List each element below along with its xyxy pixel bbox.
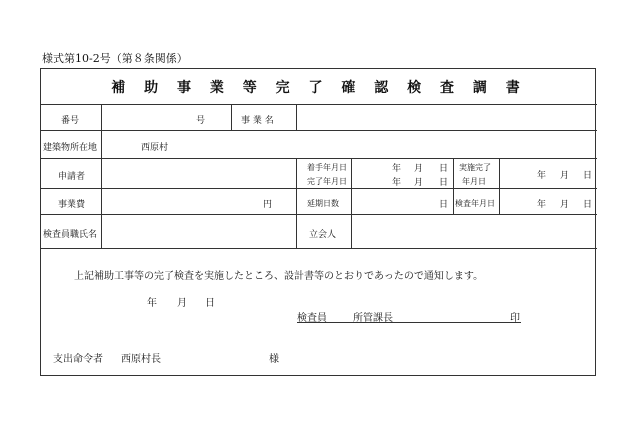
seal-mark: 印 [510, 313, 520, 324]
inspection-done-label-2: 年月日 [462, 177, 486, 186]
inspection-form [40, 68, 596, 376]
row-applicant [41, 159, 597, 189]
row-location [41, 131, 597, 159]
completion-month: 月 [414, 178, 424, 188]
completion-year: 年 [392, 178, 402, 188]
inspection-month: 月 [560, 200, 570, 210]
notice-date-year: 年 [147, 298, 157, 309]
applicant-field[interactable] [102, 160, 295, 186]
notice-date-month: 月 [177, 298, 187, 309]
honorific: 様 [269, 354, 279, 365]
location-label: 建築物所在地 [43, 143, 98, 153]
applicant-label: 申請者 [58, 172, 86, 182]
inspection-done-year: 年 [537, 171, 547, 181]
number-unit: 号 [196, 116, 206, 126]
start-date-label: 着手年月日 [307, 163, 347, 172]
extension-days-label: 延期日数 [307, 199, 339, 208]
inspection-done-label-1: 実施完了 [459, 163, 491, 172]
cost-unit: 円 [263, 200, 273, 210]
location-value[interactable]: 西原村 [141, 143, 169, 153]
witness-label: 立会人 [309, 230, 337, 240]
form-title: 補 助 事 業 等 完 了 確 認 検 査 調 書 [41, 69, 597, 105]
completion-day: 日 [439, 178, 449, 188]
inspection-date-label: 検査年月日 [455, 199, 495, 208]
witness-field[interactable] [352, 216, 592, 246]
number-field[interactable] [102, 106, 230, 128]
inspector-name-label: 検査員職氏名 [43, 230, 98, 240]
payer-label: 支出命令者 [53, 354, 103, 365]
row-number [41, 105, 597, 131]
inspector-label: 検査員 [297, 313, 327, 324]
row-cost [41, 189, 597, 215]
notice-text: 上記補助工事等の完了検査を実施したところ、設計書等のとおりであったので通知します。 [74, 271, 484, 282]
form-label: 様式第10-2号（第８条関係） [42, 52, 188, 65]
project-name-field[interactable] [297, 106, 592, 128]
number-label: 番号 [61, 116, 80, 126]
inspection-day: 日 [583, 200, 593, 210]
inspection-done-day: 日 [583, 171, 593, 181]
start-day: 日 [439, 164, 449, 174]
inspection-done-month: 月 [560, 171, 570, 181]
notice-date-day: 日 [205, 298, 215, 309]
mayor-label: 西原村長 [121, 354, 161, 365]
signature-line[interactable] [297, 322, 521, 323]
extension-days-unit: 日 [439, 200, 449, 210]
completion-date-label: 完了年月日 [307, 177, 347, 186]
cost-label: 事業費 [58, 200, 86, 210]
project-name-label: 事 業 名 [241, 116, 274, 126]
start-year: 年 [392, 164, 402, 174]
inspection-year: 年 [537, 200, 547, 210]
row-inspector [41, 215, 597, 249]
inspector-name-field[interactable] [102, 216, 295, 246]
start-month: 月 [414, 164, 424, 174]
dept-head-label: 所管課長 [353, 313, 393, 324]
